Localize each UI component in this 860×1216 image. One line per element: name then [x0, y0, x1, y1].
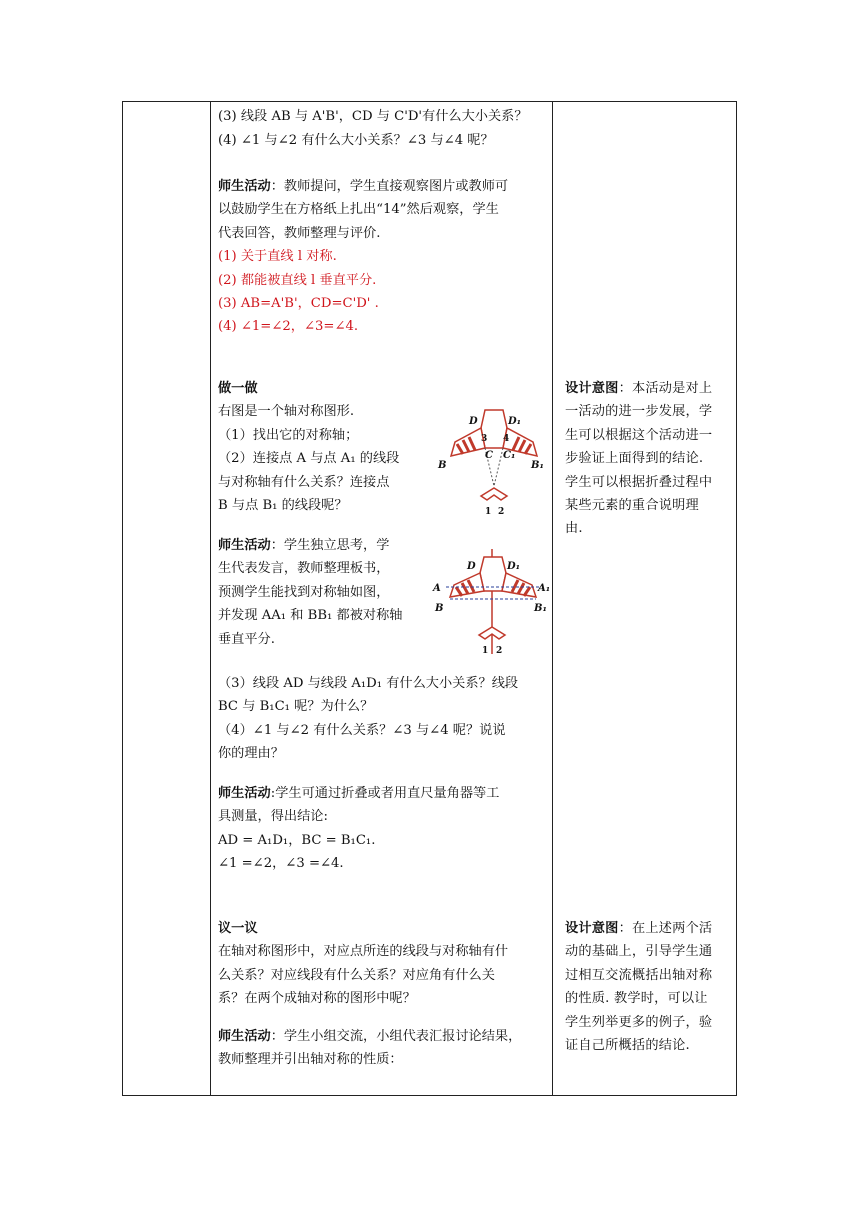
label-C: C	[485, 450, 493, 461]
activity-text: ：教师提问，学生直接观察图片或教师可	[270, 179, 509, 194]
discuss-text: 系？在两个成轴对称的图形中呢？	[218, 991, 416, 1007]
design-label: 设计意图	[565, 381, 619, 396]
questions-3-4	[218, 672, 518, 766]
design-text: 的性质. 教学时，可以让	[565, 991, 708, 1007]
label-B: B	[435, 603, 444, 614]
activity-text: :学生可通过折叠或者用直尺量角器等工	[270, 786, 500, 801]
teacher-student-activity-1	[218, 175, 508, 339]
activity-text: 生代表发言，教师整理板书，	[218, 561, 390, 577]
label-D: D	[467, 561, 476, 572]
label-A1: A₁	[538, 583, 551, 594]
answer-2: (2) 都能被直线 l 垂直平分.	[218, 272, 377, 288]
label-D: D	[469, 416, 478, 427]
label-B1: B₁	[531, 460, 544, 471]
design-text: 生可以根据这个活动进一	[565, 427, 713, 443]
teacher-student-activity-2	[218, 534, 402, 651]
section-title: 做一做	[218, 381, 258, 396]
discuss-text: 在轴对称图形中，对应点所连的线段与对称轴有什	[218, 944, 509, 960]
task-text: （1）找出它的对称轴；	[218, 427, 359, 443]
question-text: （3）线段 AD 与线段 A₁D₁ 有什么大小关系？线段	[218, 676, 519, 691]
column-divider-left	[210, 102, 211, 1095]
label-2: 2	[496, 646, 503, 656]
design-text: ：在上述两个活	[618, 921, 713, 936]
task-text: 右图是一个轴对称图形.	[218, 404, 355, 420]
answer-4: (4) ∠1=∠2，∠3=∠4.	[218, 319, 359, 335]
question-text: （4）∠1 与∠2 有什么关系？∠3 与∠4 呢？说说	[218, 722, 506, 738]
question-text: BC 与 B₁C₁ 呢？为什么？	[218, 699, 374, 715]
label-4: 4	[503, 434, 510, 444]
section-title: 议一议	[218, 921, 258, 936]
activity-label: 师生活动	[218, 179, 271, 194]
label-D1: D₁	[508, 416, 522, 427]
label-1: 1	[482, 646, 489, 656]
label-B1: B₁	[534, 603, 547, 614]
design-text: 步验证上面得到的结论.	[565, 451, 704, 467]
discuss-text: 么关系？对应线段有什么关系？对应角有什么关	[218, 967, 495, 983]
lesson-table	[122, 101, 737, 1096]
answer-1: (1) 关于直线 l 对称.	[218, 249, 337, 265]
task-text: B 与点 B₁ 的线段呢？	[218, 498, 348, 514]
question-text: 你的理由？	[218, 746, 284, 762]
design-text: 动的基础上，引导学生通	[565, 944, 713, 960]
label-A: A	[433, 583, 441, 594]
question-3: (3) 线段 AB 与 A'B'，CD 与 C'D'有什么大小关系？	[218, 109, 528, 124]
conclusion-text: ∠1 =∠2，∠3 =∠4.	[218, 856, 344, 872]
activity-text: ：学生独立思考，学	[270, 538, 390, 553]
activity-text: 代表回答，教师整理与评价.	[218, 225, 381, 241]
label-3: 3	[481, 434, 488, 444]
activity-text: 预测学生能找到对称轴如图，	[218, 584, 390, 600]
activity-label: 师生活动	[218, 786, 271, 801]
label-B: B	[438, 460, 447, 471]
activity-text: 并发现 AA₁ 和 BB₁ 都被对称轴	[218, 608, 403, 624]
airplane-figure-1	[433, 402, 553, 520]
design-intent-2	[565, 917, 712, 1057]
do-it-section	[218, 377, 399, 517]
design-text: 学生可以根据折叠过程中	[565, 474, 713, 490]
design-text: 某些元素的重合说明理	[565, 498, 699, 514]
activity-text: 以鼓励学生在方格纸上扎出“14”然后观察，学生	[218, 202, 499, 218]
design-text: ：本活动是对上	[618, 381, 713, 396]
teacher-student-activity-4	[218, 1025, 521, 1072]
task-text: （2）连接点 A 与点 A₁ 的线段	[218, 451, 400, 467]
activity-text: ：学生小组交流，小组代表汇报讨论结果，	[270, 1029, 522, 1044]
design-intent-1	[565, 377, 712, 541]
design-text: 学生列举更多的例子，验	[565, 1014, 713, 1030]
label-1: 1	[485, 507, 492, 517]
design-text: 过相互交流概括出轴对称	[565, 967, 713, 983]
design-text: 一活动的进一步发展，学	[565, 404, 713, 420]
question-4: (4) ∠1 与∠2 有什么大小关系？∠3 与∠4 呢？	[218, 133, 494, 148]
activity-text: 具测量，得出结论:	[218, 809, 328, 825]
activity-text: 教师整理并引出轴对称的性质：	[218, 1052, 403, 1068]
answer-3: (3) AB=A'B'，CD=C'D' .	[218, 296, 379, 312]
activity-text: 垂直平分.	[218, 631, 275, 647]
design-label: 设计意图	[565, 921, 619, 936]
discuss-section	[218, 917, 508, 1011]
task-text: 与对称轴有什么关系？连接点	[218, 474, 390, 490]
design-text: 由.	[565, 521, 583, 537]
activity-label: 师生活动	[218, 1029, 271, 1044]
conclusion-text: AD = A₁D₁，BC = B₁C₁.	[218, 832, 376, 848]
label-C1: C₁	[503, 450, 516, 461]
airplane-figure-2	[430, 549, 553, 659]
label-2: 2	[498, 507, 505, 517]
design-text: 证自己所概括的结论.	[565, 1038, 690, 1054]
label-D1: D₁	[507, 561, 521, 572]
activity-label: 师生活动	[218, 538, 271, 553]
teacher-student-activity-3	[218, 782, 499, 876]
